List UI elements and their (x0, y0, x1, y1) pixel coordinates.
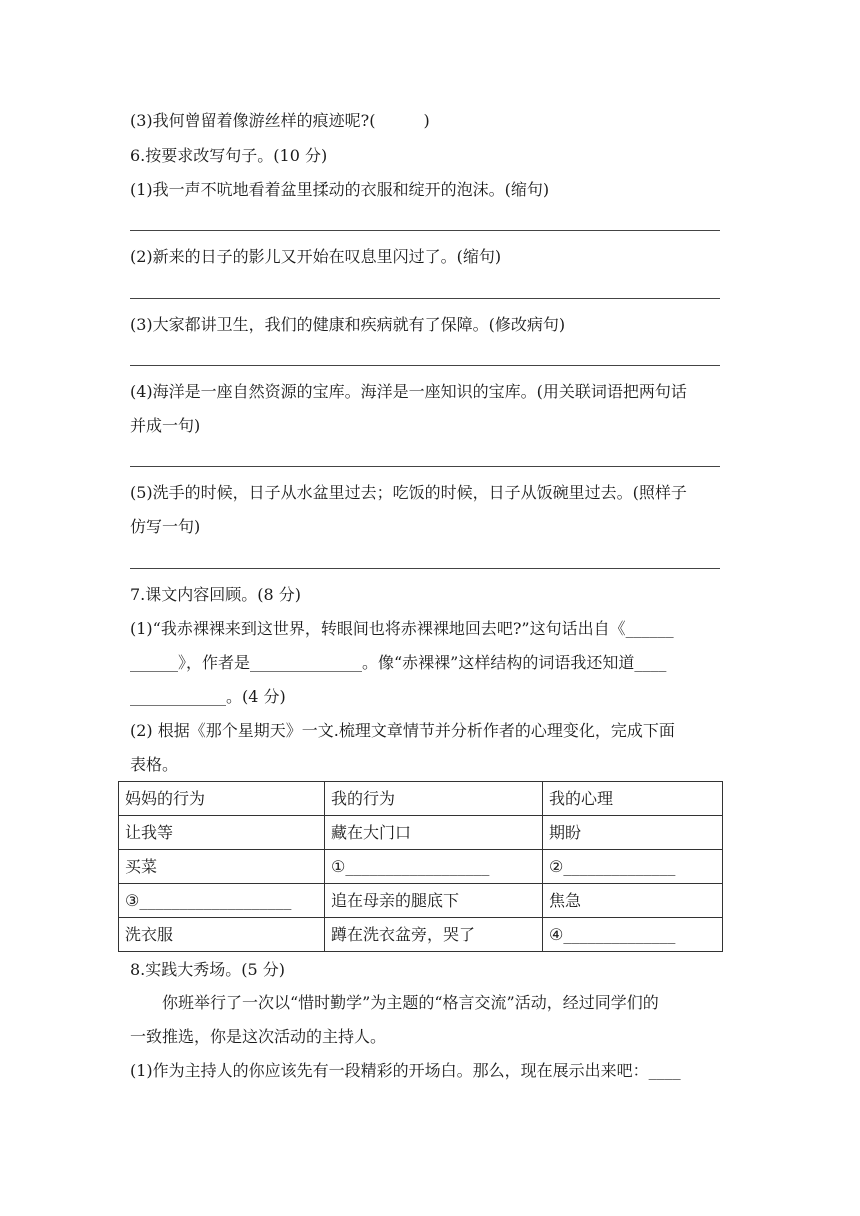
q6-item3: (3)大家都讲卫生，我们的健康和疾病就有了保障。(修改病句) (130, 315, 566, 334)
q8-intro-line1: 你班举行了一次以“惜时勤学”为主题的“格言交流”活动，经过同学们的 (162, 993, 659, 1012)
q6-item4-line2: 并成一句) (130, 416, 201, 435)
table-cell: 洗衣服 (119, 918, 325, 952)
q6-item5-line2: 仿写一句) (130, 517, 201, 536)
header-cell-mood: 我的心理 (543, 782, 723, 816)
table-blank-cell[interactable]: ④______________ (543, 918, 723, 952)
q8-heading: 8.实践大秀场。(5 分) (130, 960, 286, 979)
answer-line-q6-1[interactable] (130, 230, 720, 231)
table-row (119, 884, 723, 918)
q7-heading: 7.课文内容回顾。(8 分) (130, 585, 302, 604)
answer-line-q6-4[interactable] (130, 466, 720, 467)
q6-item2: (2)新来的日子的影儿又开始在叹息里闪过了。(缩句) (130, 247, 502, 266)
q5-item3: (3)我何曾留着像游丝样的痕迹呢?( ) (130, 111, 430, 130)
table-blank-cell[interactable]: ②______________ (543, 850, 723, 884)
answer-line-q6-5[interactable] (130, 568, 720, 569)
q7-item2-line2: 表格。 (130, 755, 179, 774)
mood-table (118, 781, 723, 952)
table-blank-cell[interactable]: ③___________________ (119, 884, 325, 918)
table-cell: 买菜 (119, 850, 325, 884)
table-cell: 追在母亲的腿底下 (325, 884, 543, 918)
table-cell: 焦急 (543, 884, 723, 918)
table-cell: 藏在大门口 (325, 816, 543, 850)
answer-line-q6-3[interactable] (130, 365, 720, 366)
q6-item1: (1)我一声不吭地看着盆里揉动的衣服和绽开的泡沫。(缩句) (130, 180, 550, 199)
q7-item1-line3: ____________。(4 分) (130, 687, 286, 706)
q8-intro-line2: 一致推选，你是这次活动的主持人。 (130, 1027, 387, 1046)
q8-item1: (1)作为主持人的你应该先有一段精彩的开场白。那么，现在展示出来吧：____ (130, 1061, 681, 1080)
header-cell-mother: 妈妈的行为 (119, 782, 325, 816)
table-row (119, 918, 723, 952)
q6-item4-line1: (4)海洋是一座自然资源的宝库。海洋是一座知识的宝库。(用关联词语把两句话 (130, 382, 687, 401)
table-cell: 让我等 (119, 816, 325, 850)
table-header-row (119, 782, 723, 816)
q6-heading: 6.按要求改写句子。(10 分) (130, 146, 328, 165)
q6-item5-line1: (5)洗手的时候，日子从水盆里过去；吃饭的时候，日子从饭碗里过去。(照样子 (130, 483, 687, 502)
table-cell: 蹲在洗衣盆旁，哭了 (325, 918, 543, 952)
header-cell-me: 我的行为 (325, 782, 543, 816)
table-row (119, 850, 723, 884)
table-cell: 期盼 (543, 816, 723, 850)
table-blank-cell[interactable]: ①__________________ (325, 850, 543, 884)
q7-item1-line1: (1)“我赤裸裸来到这世界，转眼间也将赤裸裸地回去吧?”这句话出自《______ (130, 619, 674, 638)
q7-item2-line1: (2) 根据《那个星期天》一文.梳理文章情节并分析作者的心理变化，完成下面 (130, 721, 675, 740)
answer-line-q6-2[interactable] (130, 298, 720, 299)
table-row (119, 816, 723, 850)
q7-item1-line2: ______》，作者是______________。像“赤裸裸”这样结构的词语我还知道____ (130, 653, 667, 672)
